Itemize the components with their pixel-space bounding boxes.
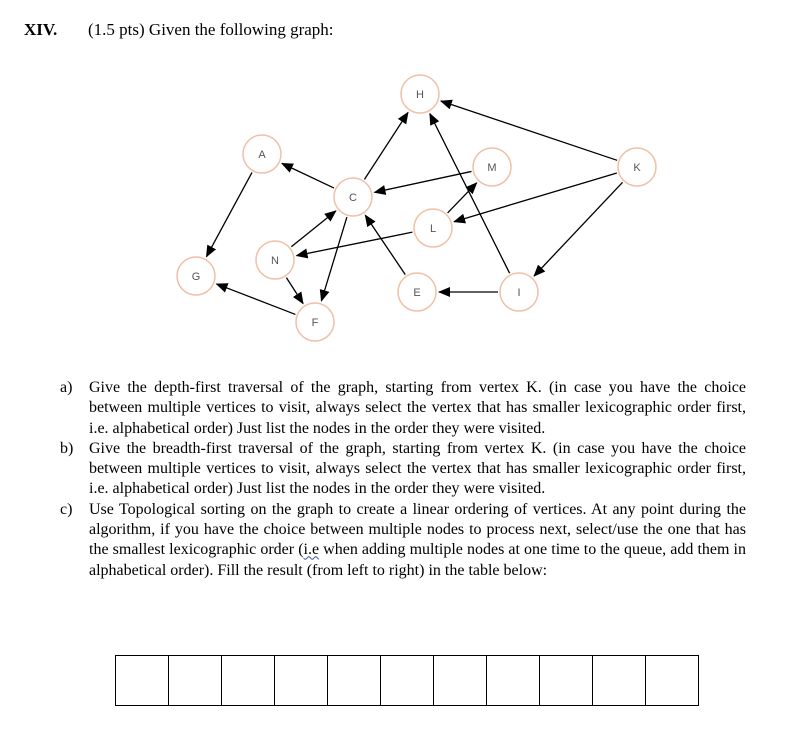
question-b (60, 439, 746, 500)
answer-row (116, 656, 699, 706)
node-n (256, 241, 294, 279)
edge-c-to-f (321, 217, 346, 301)
answer-cell-11[interactable] (646, 656, 699, 706)
node-k (618, 148, 656, 186)
answer-cell-4[interactable] (275, 656, 328, 706)
node-g-label: G (191, 271, 201, 283)
question-c-underlined-ie: i.e (303, 541, 320, 559)
graph-nodes (177, 75, 656, 341)
question-prompt: (1.5 pts) Given the following graph: (88, 20, 334, 39)
node-i-label: I (517, 287, 521, 299)
answer-cell-7[interactable] (434, 656, 487, 706)
answer-cell-8[interactable] (487, 656, 540, 706)
question-c-label: c) (60, 500, 73, 518)
question-c-text-after: when adding multiple nodes at one time to the queue, add them in alphabetical order). Fill the result (from left to right) in the table below: (89, 541, 747, 579)
node-a-label: A (258, 149, 266, 161)
edge-k-to-h (441, 101, 617, 160)
edge-c-to-a (282, 163, 334, 188)
edge-l-to-n (297, 232, 413, 255)
answer-cell-2[interactable] (169, 656, 222, 706)
node-m-label: M (487, 162, 497, 174)
question-c (60, 500, 746, 581)
node-a (243, 135, 281, 173)
node-n-label: N (271, 255, 279, 267)
edge-f-to-g (217, 284, 296, 314)
question-number: XIV. (24, 20, 58, 39)
node-l (414, 209, 452, 247)
edge-m-to-c (375, 171, 472, 192)
edge-a-to-g (206, 172, 252, 256)
edge-n-to-c (291, 211, 336, 247)
node-f (296, 303, 334, 341)
node-f-label: F (311, 317, 319, 329)
edge-c-to-h (364, 112, 408, 179)
question-b-text: Give the breadth-first traversal of the graph, starting from vertex K. (in case you have the choice between multiple vertices to visit, always select the vertex that has smaller lexicographic order first, i.e. alphabetical order) Just list the nodes in the order they were visited. (89, 439, 746, 498)
node-c-label: C (349, 192, 357, 204)
node-i (500, 273, 538, 311)
graph-diagram (0, 0, 806, 360)
node-c (334, 178, 372, 216)
node-k-label: K (633, 162, 641, 174)
edge-k-to-i (534, 182, 622, 276)
question-c-text (89, 500, 746, 581)
edge-n-to-f (286, 278, 303, 304)
answer-cell-1[interactable] (116, 656, 169, 706)
question-a (60, 378, 746, 439)
answer-table (115, 655, 699, 706)
node-g (177, 257, 215, 295)
answer-cell-3[interactable] (222, 656, 275, 706)
edge-i-to-h (430, 114, 510, 274)
edge-e-to-c (365, 215, 405, 274)
question-c-text-before: Use Topological sorting on the graph to create a linear ordering of vertices. At any point during the algorithm, if you have the choice between multiple nodes to process next, select/use the one that has the smallest lexicographic order ( (89, 500, 746, 559)
node-h (401, 75, 439, 113)
question-a-label: a) (60, 379, 73, 396)
node-m (473, 148, 511, 186)
question-a-text: Give the depth-first traversal of the graph, starting from vertex K. (in case you have the choice between multiple vertices to visit, always select the vertex that has smaller lexicographic order first, i.e. alphabetical order) Just list the nodes in the order they were visited. (89, 379, 746, 437)
answer-cell-10[interactable] (593, 656, 646, 706)
node-e (398, 273, 436, 311)
answer-cell-6[interactable] (381, 656, 434, 706)
answer-cell-5[interactable] (328, 656, 381, 706)
node-l-label: L (429, 223, 437, 235)
question-b-label: b) (60, 439, 74, 457)
answer-cell-9[interactable] (540, 656, 593, 706)
question-list (60, 378, 746, 581)
node-e-label: E (413, 287, 421, 299)
node-h-label: H (416, 89, 424, 101)
